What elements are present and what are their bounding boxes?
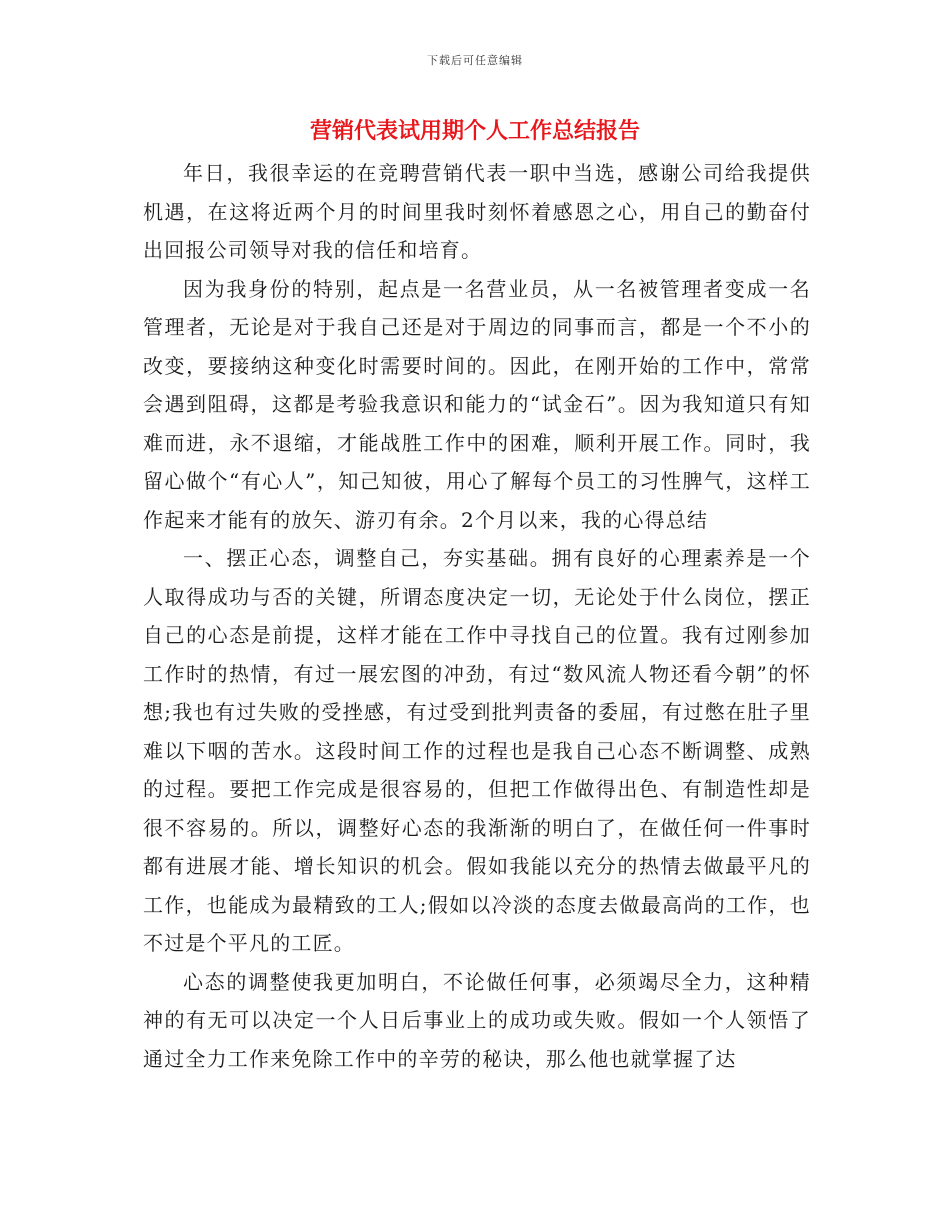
paragraph: 心态的调整使我更加明白，不论做任何事，必须竭尽全力，这种精神的有无可以决定一个人日后事业上的成功或失败。假如一个人领悟了通过全力工作来免除工作中的辛劳的秘诀，那么他也就掌握了达 [143, 969, 811, 1071]
document-body [143, 154, 811, 1078]
paragraph: 因为我身份的特别，起点是一名营业员，从一名被管理者变成一名管理者，无论是对于我自己还是对于周边的同事而言，都是一个不小的改变，要接纳这种变化时需要时间的。因此，在刚开始的工作中，常常会遇到阻碍，这都是考验我意识和能力的“试金石”。因为我知道只有知难而进，永不退缩，才能战胜工作中的困难，顺利开展工作。同时，我留心做个“有心人”，知己知彼，用心了解每个员工的习性脾气，这样工作起来才能有的放矢、游刃有余。2个月以来，我的心得总结 [143, 276, 811, 532]
paragraph: 一、摆正心态，调整自己，夯实基础。拥有良好的心理素养是一个人取得成功与否的关键，所谓态度决定一切，无论处于什么岗位，摆正自己的心态是前提，这样才能在工作中寻找自己的位置。我有过刚参加工作时的热情，有过一展宏图的冲劲，有过“数风流人物还看今朝”的怀想;我也有过失败的受挫感，有过受到批判责备的委屈，有过憋在肚子里难以下咽的苦水。这段时间工作的过程也是我自己心态不断调整、成熟的过程。要把工作完成是很容易的，但把工作做得出色、有制造性却是很不容易的。所以，调整好心态的我渐渐的明白了，在做任何一件事时都有进展才能、增长知识的机会。假如我能以充分的热情去做最平凡的工作，也能成为最精致的工人;假如以冷淡的态度去做最高尚的工作，也不过是个平凡的工匠。 [143, 546, 811, 955]
document-title: 营销代表试用期个人工作总结报告 [309, 118, 640, 144]
page-header: 下载后可任意编辑 [427, 54, 523, 67]
paragraph: 年日，我很幸运的在竞聘营销代表一职中当选，感谢公司给我提供机遇，在这将近两个月的时间里我时刻怀着感恩之心，用自己的勤奋付出回报公司领导对我的信任和培育。 [143, 161, 811, 262]
